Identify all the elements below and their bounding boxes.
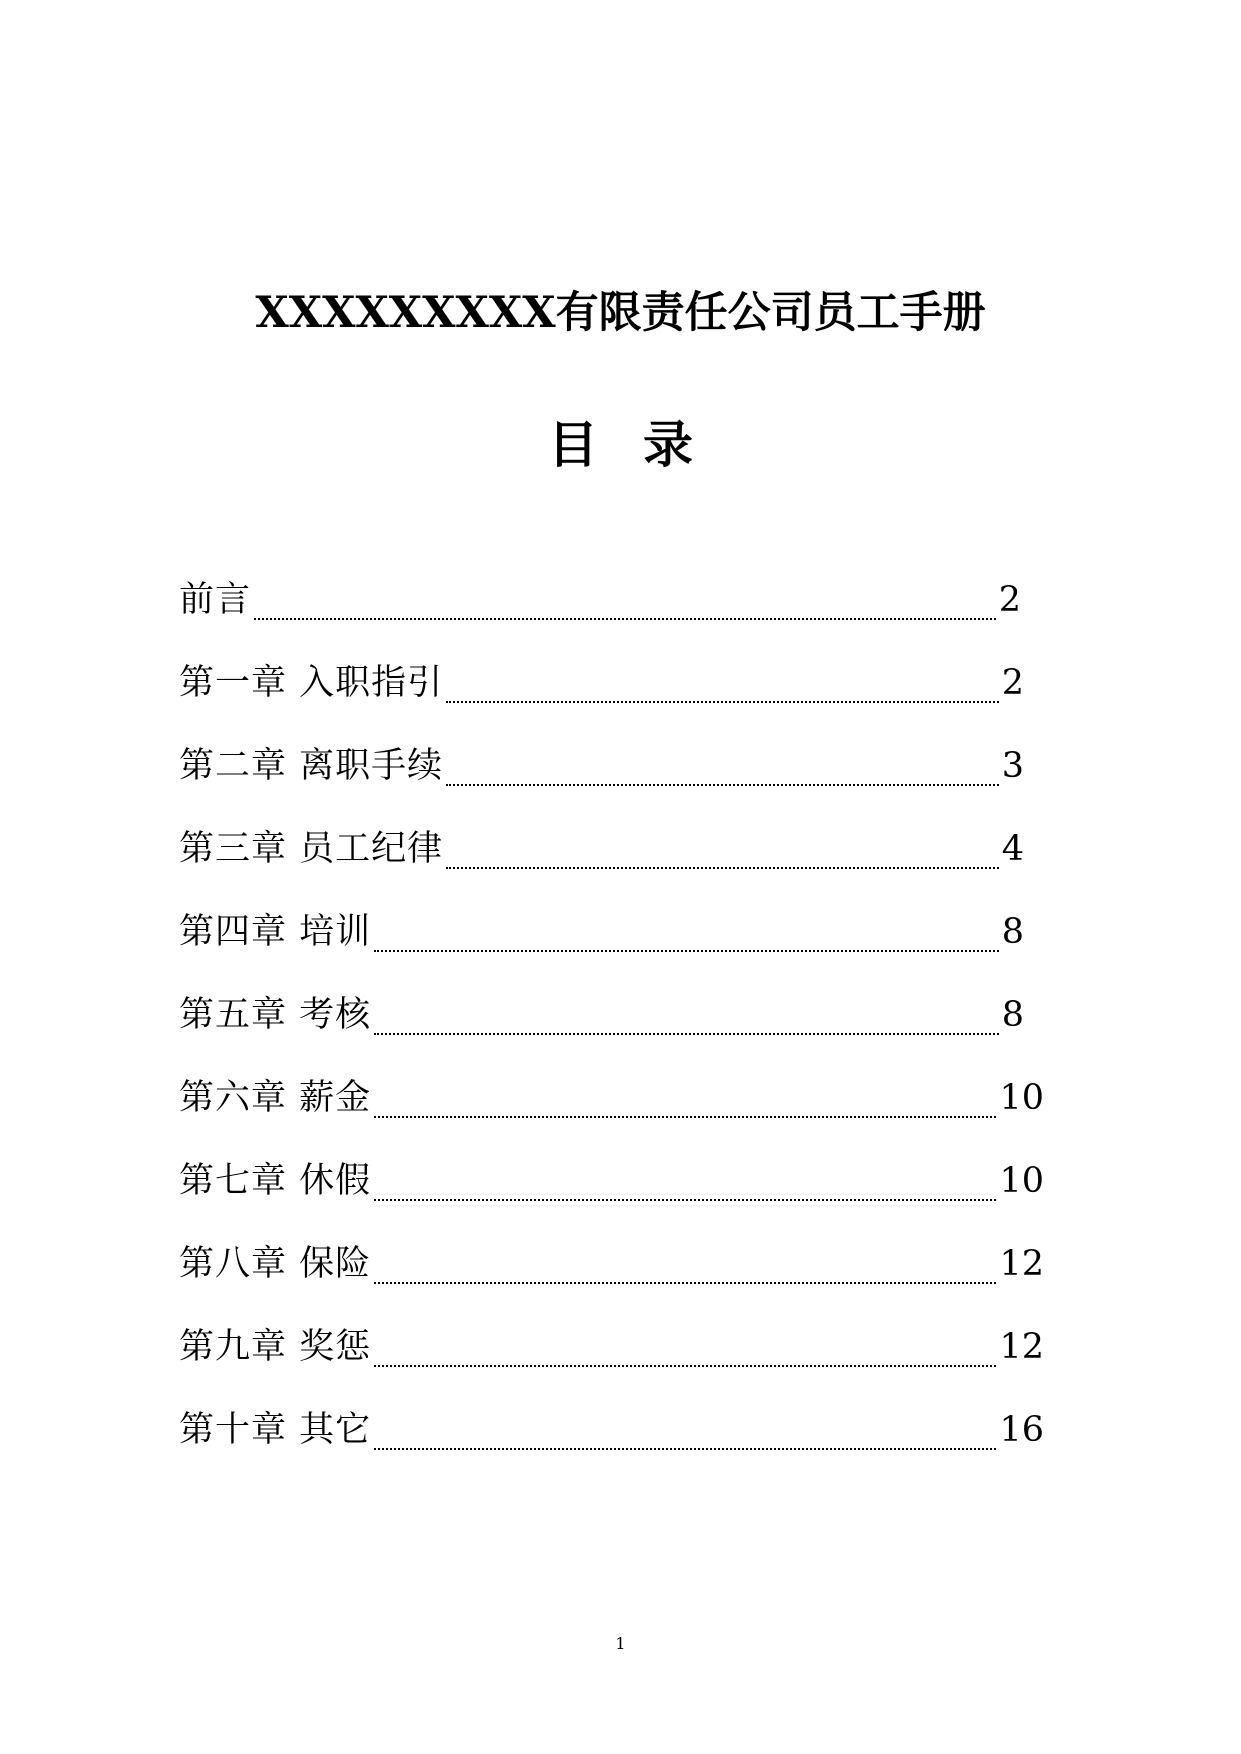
toc-entry-label: 第四章 培训 xyxy=(179,912,372,952)
toc-entry-chapter-9[interactable] xyxy=(179,1317,1044,1377)
toc-entry-page: 10 xyxy=(999,1161,1044,1201)
toc-entry-chapter-8[interactable] xyxy=(179,1234,1044,1294)
toc-entry-chapter-5[interactable] xyxy=(179,985,1024,1045)
toc-entry-chapter-10[interactable] xyxy=(179,1400,1044,1460)
toc-entry-chapter-6[interactable] xyxy=(179,1068,1044,1128)
toc-entry-page: 8 xyxy=(1001,912,1024,952)
toc-entry-page: 2 xyxy=(1001,663,1024,703)
toc-dot-leader xyxy=(374,950,999,952)
page-number: 1 xyxy=(615,1634,626,1653)
toc-entry-page: 12 xyxy=(999,1244,1044,1284)
toc-entry-page: 8 xyxy=(1001,995,1024,1035)
toc-entry-chapter-2[interactable] xyxy=(179,736,1024,796)
toc-entry-label: 第十章 其它 xyxy=(179,1410,372,1450)
toc-entry-page: 12 xyxy=(999,1327,1044,1367)
toc-entry-page: 16 xyxy=(999,1410,1044,1450)
toc-entry-label: 第八章 保险 xyxy=(179,1244,372,1284)
toc-entry-preface[interactable] xyxy=(179,570,1021,630)
toc-entry-page: 4 xyxy=(1001,829,1024,869)
toc-entry-label: 第七章 休假 xyxy=(179,1161,372,1201)
toc-dot-leader xyxy=(374,1116,996,1118)
toc-entry-label: 前言 xyxy=(179,580,252,620)
toc-dot-leader xyxy=(446,701,999,703)
toc-entry-page: 2 xyxy=(998,580,1021,620)
toc-entry-label: 第一章 入职指引 xyxy=(179,663,444,703)
toc-dot-leader xyxy=(446,867,999,869)
toc-entry-chapter-7[interactable] xyxy=(179,1151,1044,1211)
toc-entry-chapter-4[interactable] xyxy=(179,902,1024,962)
toc-entry-chapter-3[interactable] xyxy=(179,819,1024,879)
toc-entry-label: 第六章 薪金 xyxy=(179,1078,372,1118)
toc-dot-leader xyxy=(374,1199,996,1201)
toc-dot-leader xyxy=(446,784,999,786)
toc-dot-leader xyxy=(374,1365,996,1367)
toc-dot-leader xyxy=(374,1282,996,1284)
document-title: XXXXXXXXX有限责任公司员工手册 xyxy=(255,288,986,338)
toc-entry-label: 第二章 离职手续 xyxy=(179,746,444,786)
toc-heading: 目录 xyxy=(548,415,738,474)
toc-dot-leader xyxy=(374,1033,999,1035)
toc-dot-leader xyxy=(254,618,996,620)
toc-dot-leader xyxy=(374,1448,996,1450)
toc-entry-label: 第三章 员工纪律 xyxy=(179,829,444,869)
toc-entry-label: 第九章 奖惩 xyxy=(179,1327,372,1367)
toc-entry-page: 3 xyxy=(1001,746,1024,786)
toc-entry-page: 10 xyxy=(999,1078,1044,1118)
toc-entry-chapter-1[interactable] xyxy=(179,653,1024,713)
toc-entry-label: 第五章 考核 xyxy=(179,995,372,1035)
